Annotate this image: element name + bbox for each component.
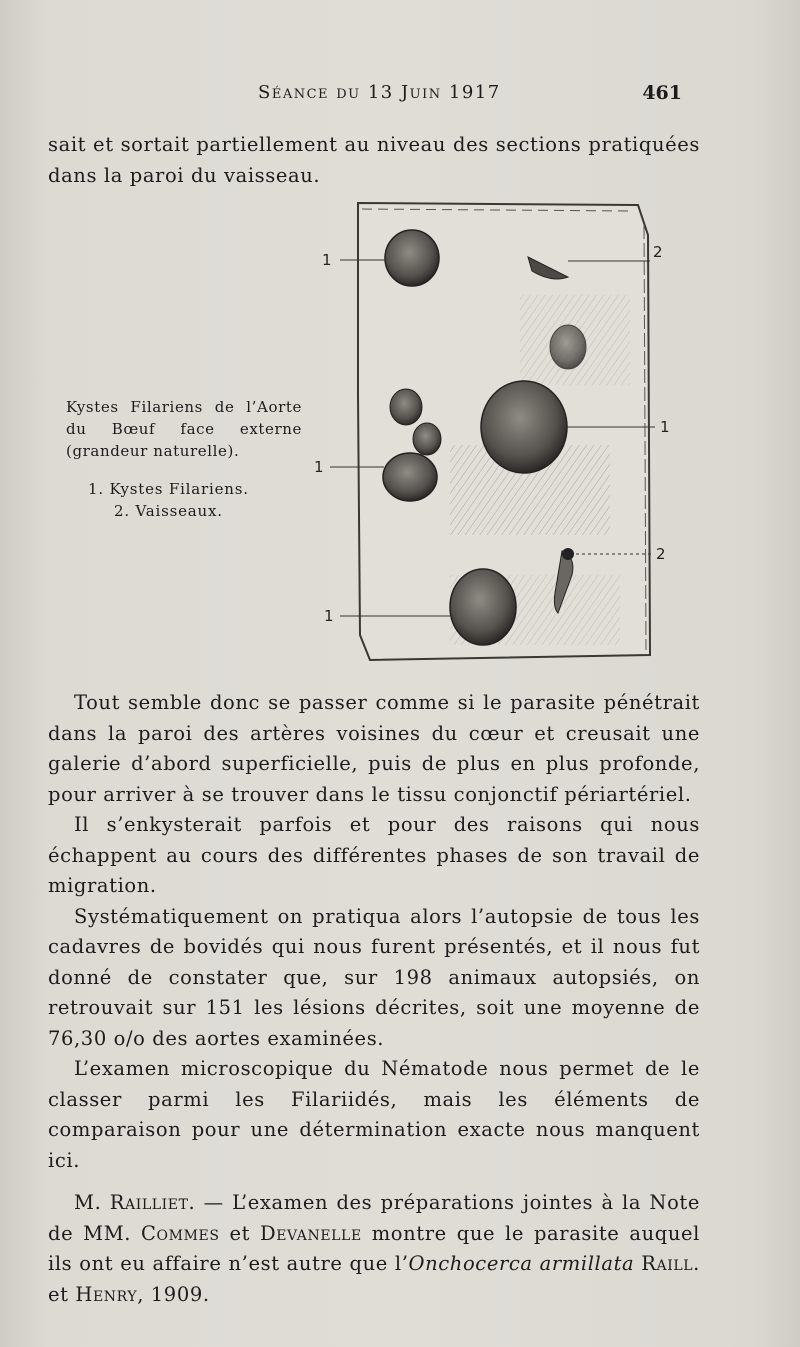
taxon-authority: Raill. bbox=[641, 1252, 700, 1275]
figure-legend bbox=[88, 478, 249, 522]
figure-illustration bbox=[300, 195, 680, 670]
cyst bbox=[383, 453, 437, 501]
callout-label: 2 bbox=[653, 243, 663, 261]
main-text bbox=[48, 688, 700, 1310]
paragraph: sait et sortait partiellement au niveau des sections pratiquées dans la paroi du vaisseau. bbox=[48, 133, 700, 187]
note-text: L’examen des préparations jointes à la Note de MM. bbox=[48, 1191, 700, 1245]
cyst bbox=[481, 381, 567, 473]
cyst bbox=[550, 325, 586, 369]
railliet-note bbox=[48, 1188, 700, 1310]
callout-label: 1 bbox=[324, 607, 334, 625]
note-author: M. Railliet. bbox=[74, 1191, 196, 1214]
taxon-authority: Henry bbox=[75, 1282, 138, 1306]
note-text: et bbox=[48, 1282, 76, 1306]
figure-caption: Kystes Filariens de l’Aorte du Bœuf face externe (grandeur naturelle). bbox=[66, 398, 302, 460]
callout-label: 2 bbox=[656, 545, 666, 563]
note-text: et bbox=[219, 1221, 260, 1245]
author-name: Devanelle bbox=[259, 1221, 362, 1245]
running-head: Séance du 13 Juin 1917 bbox=[258, 82, 501, 103]
paragraph: Systématiquement on pratiqua alors l’autopsie de tous les cadavres de bovidés qui nous furent présentés, et il nous fut donné de constater que, sur 198 animaux autopsiés, on retrouvait sur 151 les lésions décrites, soit une moyenne de 76,30 o/o des aortes examinées. bbox=[48, 904, 700, 1050]
aorta-drawing bbox=[300, 195, 680, 670]
paragraph: Tout semble donc se passer comme si le parasite pénétrait dans la paroi des artères voisines du cœur et creusait une galerie d’abord superficielle, puis de plus en plus profonde, pour arriver à se trouver dans le tissu conjonctif périartériel. bbox=[48, 691, 700, 806]
species-name: Onchocerca armillata bbox=[408, 1252, 635, 1275]
cyst bbox=[450, 569, 516, 645]
note-dash: — bbox=[195, 1191, 233, 1214]
callout-label: 1 bbox=[314, 458, 324, 476]
spacer bbox=[48, 1176, 700, 1188]
legend-item-cysts: 1. Kystes Filariens. bbox=[88, 480, 249, 498]
paragraph: L’examen microscopique du Nématode nous permet de le classer parmi les Filariidés, mais les éléments de comparaison pour une détermination exacte nous manquent ici. bbox=[48, 1057, 700, 1172]
callout-label: 1 bbox=[660, 418, 670, 436]
continued-paragraph bbox=[48, 130, 700, 191]
note-text: montre que le parasite auquel ils ont eu affaire n’est autre que l’ bbox=[48, 1221, 700, 1275]
callout-label: 1 bbox=[322, 251, 332, 269]
cyst bbox=[385, 230, 439, 286]
page-header bbox=[0, 82, 800, 112]
note-year: , 1909. bbox=[137, 1282, 210, 1306]
legend-item-vessels: 2. Vaisseaux. bbox=[114, 502, 223, 520]
page-number: 461 bbox=[642, 82, 682, 104]
author-name: Commes bbox=[141, 1221, 220, 1245]
cyst bbox=[390, 389, 422, 425]
paragraph: Il s’enkysterait parfois et pour des raisons qui nous échappent au cours des différentes phases de son travail de migration. bbox=[48, 813, 700, 897]
cyst bbox=[413, 423, 441, 455]
